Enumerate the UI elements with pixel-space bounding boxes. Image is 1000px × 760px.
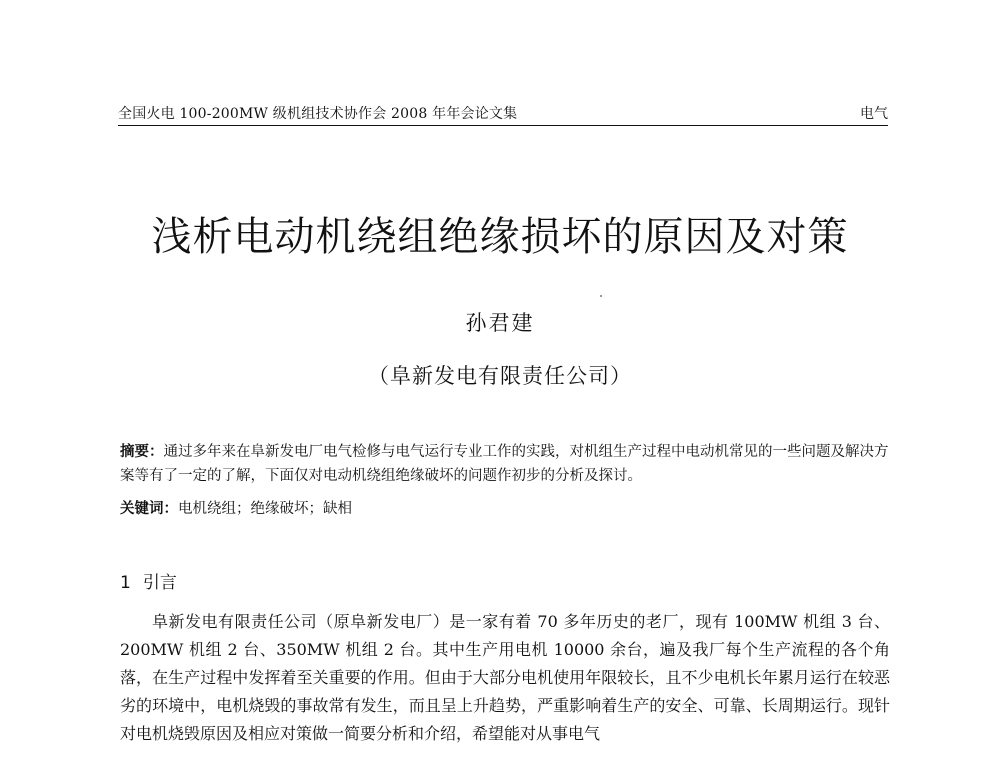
keywords-text: 电机绕组；绝缘破坏；缺相 [178, 501, 352, 517]
paper-title: 浅析电动机绕组绝缘损坏的原因及对策 [151, 214, 849, 260]
header-proceedings-title: 全国火电 100-200MW 级机组技术协作会 2008 年年会论文集 [118, 106, 518, 122]
author-affiliation: （阜新发电有限责任公司） [368, 364, 632, 388]
body-paragraph: 阜新发电有限责任公司（原阜新发电厂）是一家有着 70 多年历史的老厂，现有 100MW 机组 3 台、200MW 机组 2 台、350MW 机组 2 台。其中生产用电机 10000 余台，遍及我厂每个生产流程的各个角落，在生产过程中发挥着至关重要的作用。但由于大部分电机使用年限较长，且不少电机长年累月运行在较恶劣的环境中，电机烧毁的事故常有发生，而且呈上升趋势，严重影响着生产的安全、可靠、长周期运行。现针对电机烧毁原因及相应对策做一简要分析和介绍，希望能对从事电气 [120, 612, 890, 743]
header-section-label: 电气 [860, 106, 888, 122]
keywords [120, 497, 890, 518]
scan-artifact [600, 295, 602, 297]
section-heading [120, 568, 177, 593]
running-header [118, 103, 888, 126]
abstract-text: 通过多年来在阜新发电厂电气检修与电气运行专业工作的实践，对机组生产过程中电动机常见的一些问题及解决方案等有了一定的了解，下面仅对电动机绕组绝缘破坏的问题作初步的分析及探讨。 [120, 444, 889, 484]
section-title: 引言 [142, 573, 177, 593]
abstract-label: 摘要： [120, 444, 164, 460]
author-name: 孙君建 [465, 311, 535, 335]
section-number: 1 [120, 573, 131, 593]
abstract [120, 440, 890, 488]
keywords-label: 关键词： [120, 501, 178, 517]
